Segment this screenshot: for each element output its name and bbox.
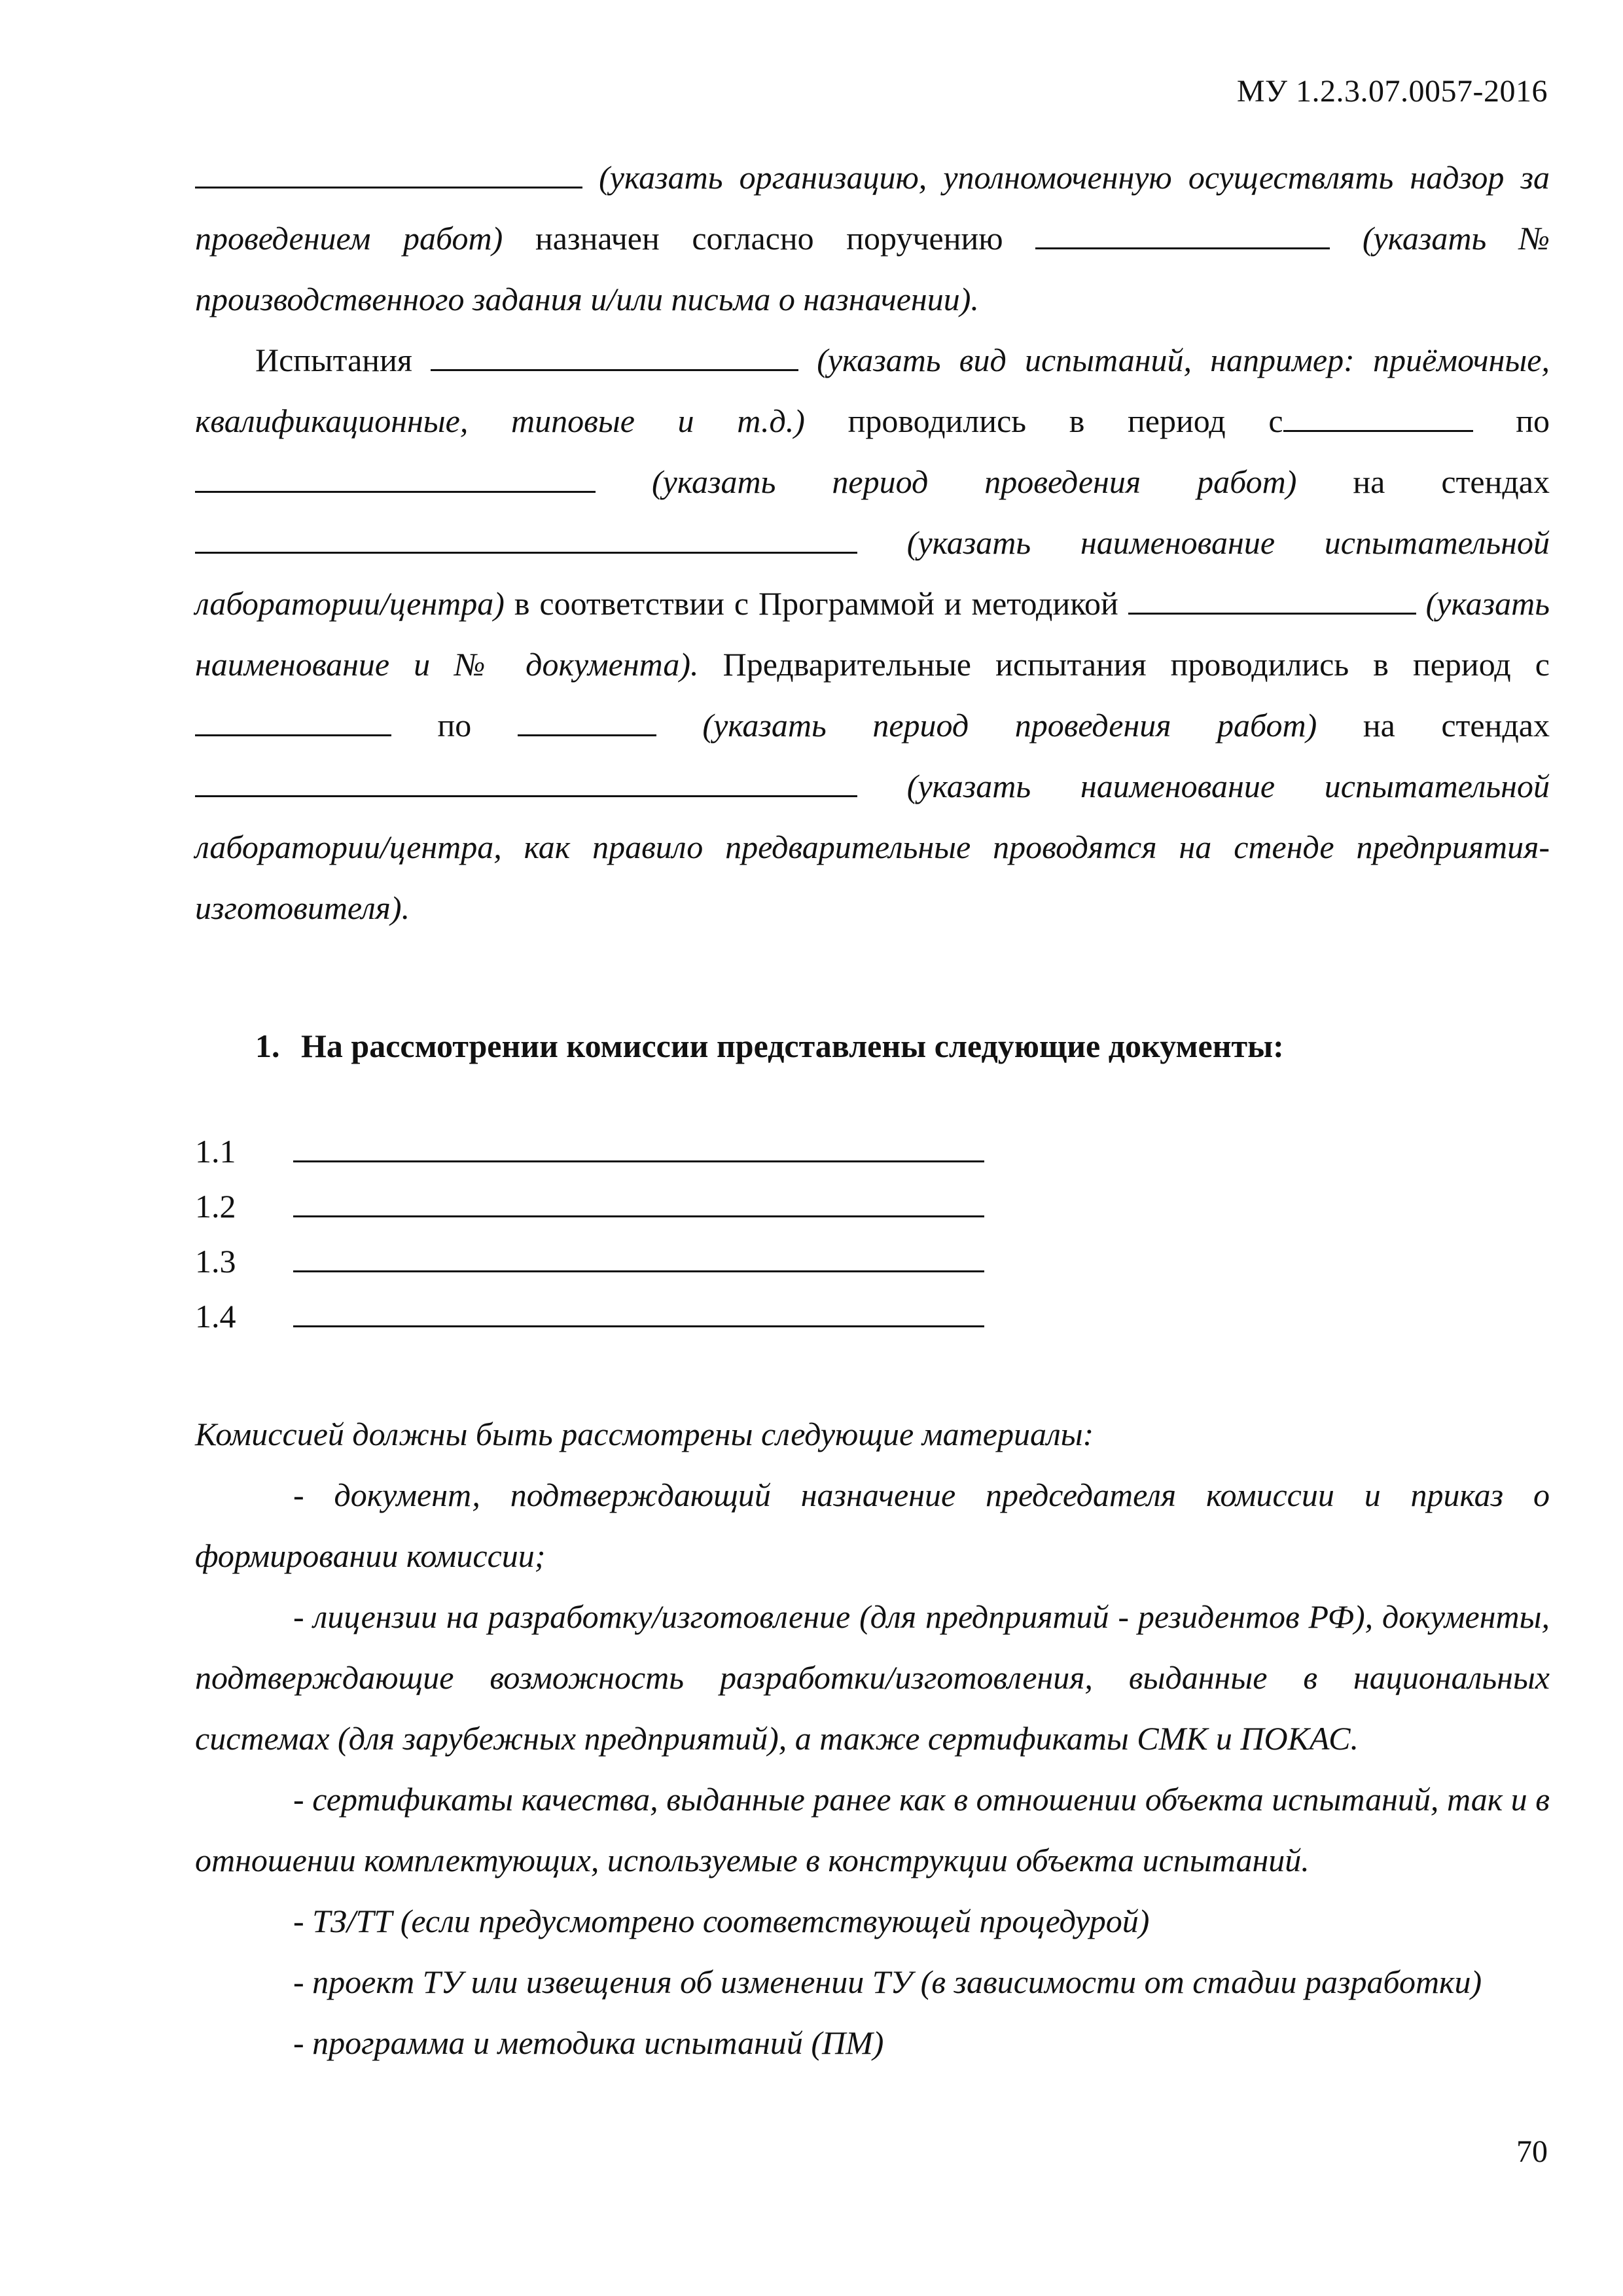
body-text: в соответствии с Программой и методикой bbox=[504, 585, 1128, 622]
fill-blank-organization[interactable] bbox=[195, 154, 582, 188]
fill-line[interactable] bbox=[293, 1295, 984, 1327]
body-text: назначен согласно поручению bbox=[503, 220, 1036, 257]
section-title: На рассмотрении комиссии представлены следующие документы: bbox=[301, 1028, 1284, 1064]
documents-list bbox=[195, 1124, 1550, 1344]
body-text: на стендах bbox=[1317, 707, 1550, 744]
fill-blank-order[interactable] bbox=[1035, 215, 1330, 249]
section-heading bbox=[255, 1016, 1550, 1077]
fill-blank-period-start[interactable] bbox=[1283, 397, 1473, 432]
instruction-text: (указать № производственного задания и/или письма о назначении). bbox=[195, 220, 1550, 317]
body-text: по bbox=[1472, 403, 1550, 439]
list-item bbox=[195, 1124, 1550, 1179]
fill-blank-test-type[interactable] bbox=[431, 336, 798, 371]
materials-item: - программа и методика испытаний (ПМ) bbox=[293, 2024, 884, 2061]
list-item bbox=[195, 1179, 1550, 1234]
list-item bbox=[195, 1289, 1550, 1344]
intro-paragraph-2 bbox=[195, 330, 1550, 939]
materials-item: - документ, подтверждающий назначение председателя комиссии и приказ о формировании комиссии; bbox=[195, 1477, 1550, 1574]
instruction-text: (указать наименование испытательной лаборатории/центра, как правило предварительные проводятся на стенде предприятия-изготовителя). bbox=[195, 768, 1550, 926]
fill-blank-prelim-start[interactable] bbox=[195, 702, 391, 736]
intro-paragraph-1 bbox=[195, 147, 1550, 330]
instruction-text: (указать наименование и № документа). bbox=[195, 585, 1550, 683]
materials-item: - сертификаты качества, выданные ранее как в отношении объекта испытаний, так и в отношении комплектующих, используемые в конструкции объекта испытаний. bbox=[195, 1781, 1550, 1878]
body-text: на стендах bbox=[1296, 463, 1550, 500]
fill-blank-laboratory[interactable] bbox=[195, 519, 857, 554]
list-item-number: 1.4 bbox=[195, 1298, 236, 1335]
instruction-text: (указать наименование испытательной лаборатории/центра) bbox=[195, 524, 1550, 622]
instruction-text: (указать период проведения работ) bbox=[656, 707, 1317, 744]
body-text: Испытания bbox=[255, 342, 431, 378]
materials-item: - лицензии на разработку/изготовление (для предприятий - резидентов РФ), документы, подтверждающие возможность разработки/изготовления, выданные в национальных системах (для зарубежных предприятий), а также сертификаты СМК и ПОКАС. bbox=[195, 1598, 1550, 1757]
body-text: Предварительные испытания проводились в период с bbox=[698, 646, 1550, 683]
materials-lead: Комиссией должны быть рассмотрены следующие материалы: bbox=[195, 1416, 1094, 1452]
document-body bbox=[195, 147, 1550, 2073]
materials-item: - проект ТУ или извещения об изменении ТУ (в зависимости от стадии разработки) bbox=[293, 1964, 1482, 2000]
page-number: 70 bbox=[1516, 2134, 1548, 2169]
instruction-text: (указать вид испытаний, например: приёмочные, квалификационные, типовые и т.д.) bbox=[195, 342, 1550, 439]
instruction-text: (указать период проведения работ) bbox=[596, 463, 1297, 500]
fill-blank-period-end[interactable] bbox=[195, 458, 596, 493]
list-item bbox=[195, 1234, 1550, 1289]
list-item-number: 1.2 bbox=[195, 1188, 236, 1225]
instruction-text: (указать организацию, уполномоченную осуществлять надзор за проведением работ) bbox=[195, 159, 1550, 257]
materials-section bbox=[195, 1404, 1550, 2073]
fill-line[interactable] bbox=[293, 1130, 984, 1162]
body-text: проводились в период с bbox=[804, 403, 1283, 439]
list-item-number: 1.1 bbox=[195, 1133, 236, 1170]
document-code: МУ 1.2.3.07.0057-2016 bbox=[1236, 74, 1548, 109]
body-text: по bbox=[391, 707, 518, 744]
materials-item: - ТЗ/ТТ (если предусмотрено соответствующей процедурой) bbox=[293, 1903, 1150, 1939]
fill-blank-prelim-end[interactable] bbox=[518, 702, 656, 736]
fill-line[interactable] bbox=[293, 1240, 984, 1272]
fill-line[interactable] bbox=[293, 1185, 984, 1217]
list-item-number: 1.3 bbox=[195, 1243, 236, 1280]
fill-blank-prelim-laboratory[interactable] bbox=[195, 762, 857, 797]
section-number: 1. bbox=[255, 1028, 280, 1064]
fill-blank-program[interactable] bbox=[1128, 580, 1416, 615]
